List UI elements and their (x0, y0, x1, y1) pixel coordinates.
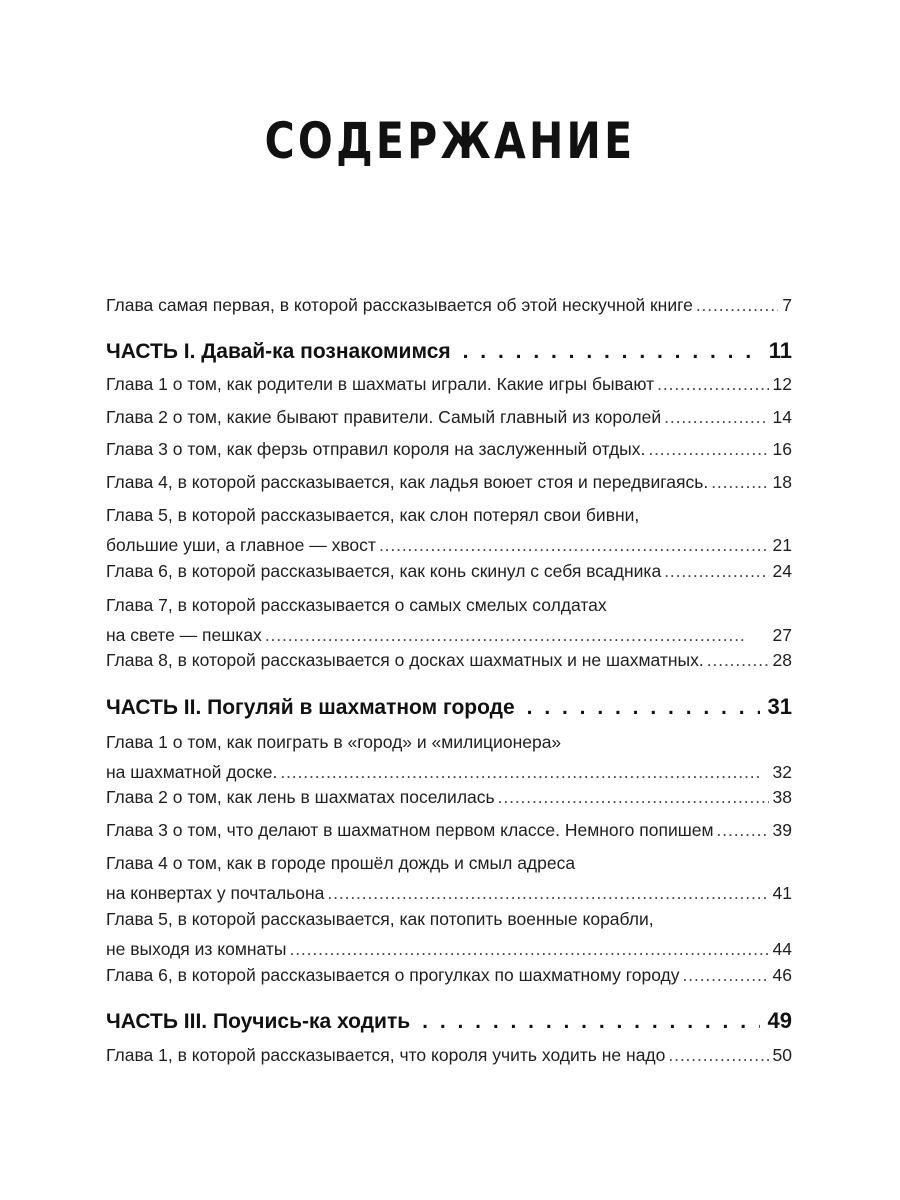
page-number: 49 (767, 1008, 792, 1033)
toc-entry-intro[interactable] (106, 290, 792, 320)
dot-leader (711, 467, 768, 497)
entry-text: большие уши, а главное — хвост (106, 535, 376, 555)
dot-leader (657, 369, 768, 399)
dot-leader (648, 434, 768, 464)
part-title: ЧАСТЬ III. Поучись-ка ходить (106, 1010, 411, 1033)
entry-text: Глава 3 о том, как ферзь отправил короля на заслуженный отдых. (106, 439, 646, 459)
toc-entry[interactable] (106, 402, 792, 432)
entry-text: Глава 7, в которой рассказывается о самых смелых солдатах (106, 595, 607, 615)
entry-text: Глава 1, в которой рассказывается, что короля учить ходить не надо (106, 1045, 666, 1065)
toc-entry[interactable] (106, 1040, 792, 1070)
entry-text: Глава самая первая, в которой рассказывается об этой нескучной книге (106, 295, 693, 315)
page-number: 44 (772, 939, 792, 959)
page-number: 12 (772, 374, 792, 394)
page-number: 7 (782, 295, 792, 315)
page-number: 41 (772, 883, 792, 903)
entry-text: Глава 5, в которой рассказывается, как слон потерял свои бивни, (106, 505, 640, 525)
dot-leader (717, 815, 769, 845)
page-title: СОДЕРЖАНИЕ (264, 112, 636, 170)
page-number: 14 (772, 407, 792, 427)
dot-leader (463, 335, 761, 369)
toc-entry[interactable] (106, 645, 792, 675)
page-number: 32 (772, 762, 792, 782)
toc-entry[interactable] (106, 848, 792, 908)
page-number: 39 (772, 820, 792, 840)
page-number: 28 (772, 650, 792, 670)
toc-entry[interactable] (106, 467, 792, 497)
dot-leader (422, 1005, 759, 1039)
entry-text: Глава 3 о том, что делают в шахматном первом классе. Немного попишем (106, 820, 714, 840)
dot-leader (498, 782, 769, 812)
page-number: 21 (772, 535, 792, 555)
part-title: ЧАСТЬ I. Давай-ка познакомимся (106, 340, 451, 363)
toc-entry[interactable] (106, 815, 792, 845)
entry-text: Глава 1 о том, как поиграть в «город» и «милиционера» (106, 732, 562, 752)
entry-text: на свете — пешках (106, 625, 262, 645)
entry-text: Глава 5, в которой рассказывается, как потопить военные корабли, (106, 909, 654, 929)
page-number: 24 (772, 561, 792, 581)
page-number: 27 (772, 625, 792, 645)
dot-leader (668, 1040, 768, 1070)
toc-entry[interactable] (106, 904, 792, 964)
page-number: 38 (772, 787, 792, 807)
dot-leader (683, 960, 769, 990)
toc-entry[interactable] (106, 500, 792, 560)
page-number: 46 (772, 965, 792, 985)
dot-leader (664, 556, 768, 586)
toc-entry[interactable] (106, 590, 792, 650)
entry-text: Глава 6, в которой рассказывается о прогулках по шахматному городу (106, 965, 680, 985)
toc-entry[interactable] (106, 727, 792, 787)
page-number: 11 (768, 338, 792, 363)
part-2-heading[interactable] (106, 690, 792, 725)
entry-text: Глава 8, в которой рассказывается о досках шахматных и не шахматных. (106, 650, 704, 670)
part-3-heading[interactable] (106, 1004, 792, 1039)
toc-entry[interactable] (106, 434, 792, 464)
page-number: 16 (772, 439, 792, 459)
toc-entry[interactable] (106, 782, 792, 812)
toc-entry[interactable] (106, 369, 792, 399)
entry-text: Глава 2 о том, какие бывают правители. Самый главный из королей (106, 407, 662, 427)
dot-leader (696, 290, 778, 320)
part-title: ЧАСТЬ II. Погуляй в шахматном городе (106, 696, 515, 719)
entry-text: Глава 2 о том, как лень в шахматах поселилась (106, 787, 495, 807)
part-1-heading[interactable] (106, 334, 792, 369)
page-number: 50 (772, 1045, 792, 1065)
page-number: 31 (767, 694, 792, 719)
entry-text: на шахматной доске. (106, 762, 278, 782)
entry-text: на конвертах у почтальона (106, 883, 325, 903)
page-number: 18 (772, 472, 792, 492)
entry-text: Глава 4 о том, как в городе прошёл дождь и смыл адреса (106, 853, 576, 873)
toc-entry[interactable] (106, 556, 792, 586)
dot-leader (527, 691, 760, 725)
dot-leader (664, 402, 768, 432)
entry-text: Глава 1 о том, как родители в шахматы играли. Какие игры бывают (106, 374, 655, 394)
toc-entry[interactable] (106, 960, 792, 990)
dot-leader (707, 645, 769, 675)
entry-text: Глава 6, в которой рассказывается, как конь скинул с себя всадника (106, 561, 662, 581)
entry-text: не выходя из комнаты (106, 939, 287, 959)
entry-text: Глава 4, в которой рассказывается, как ладья воюет стоя и передвигаясь. (106, 472, 709, 492)
